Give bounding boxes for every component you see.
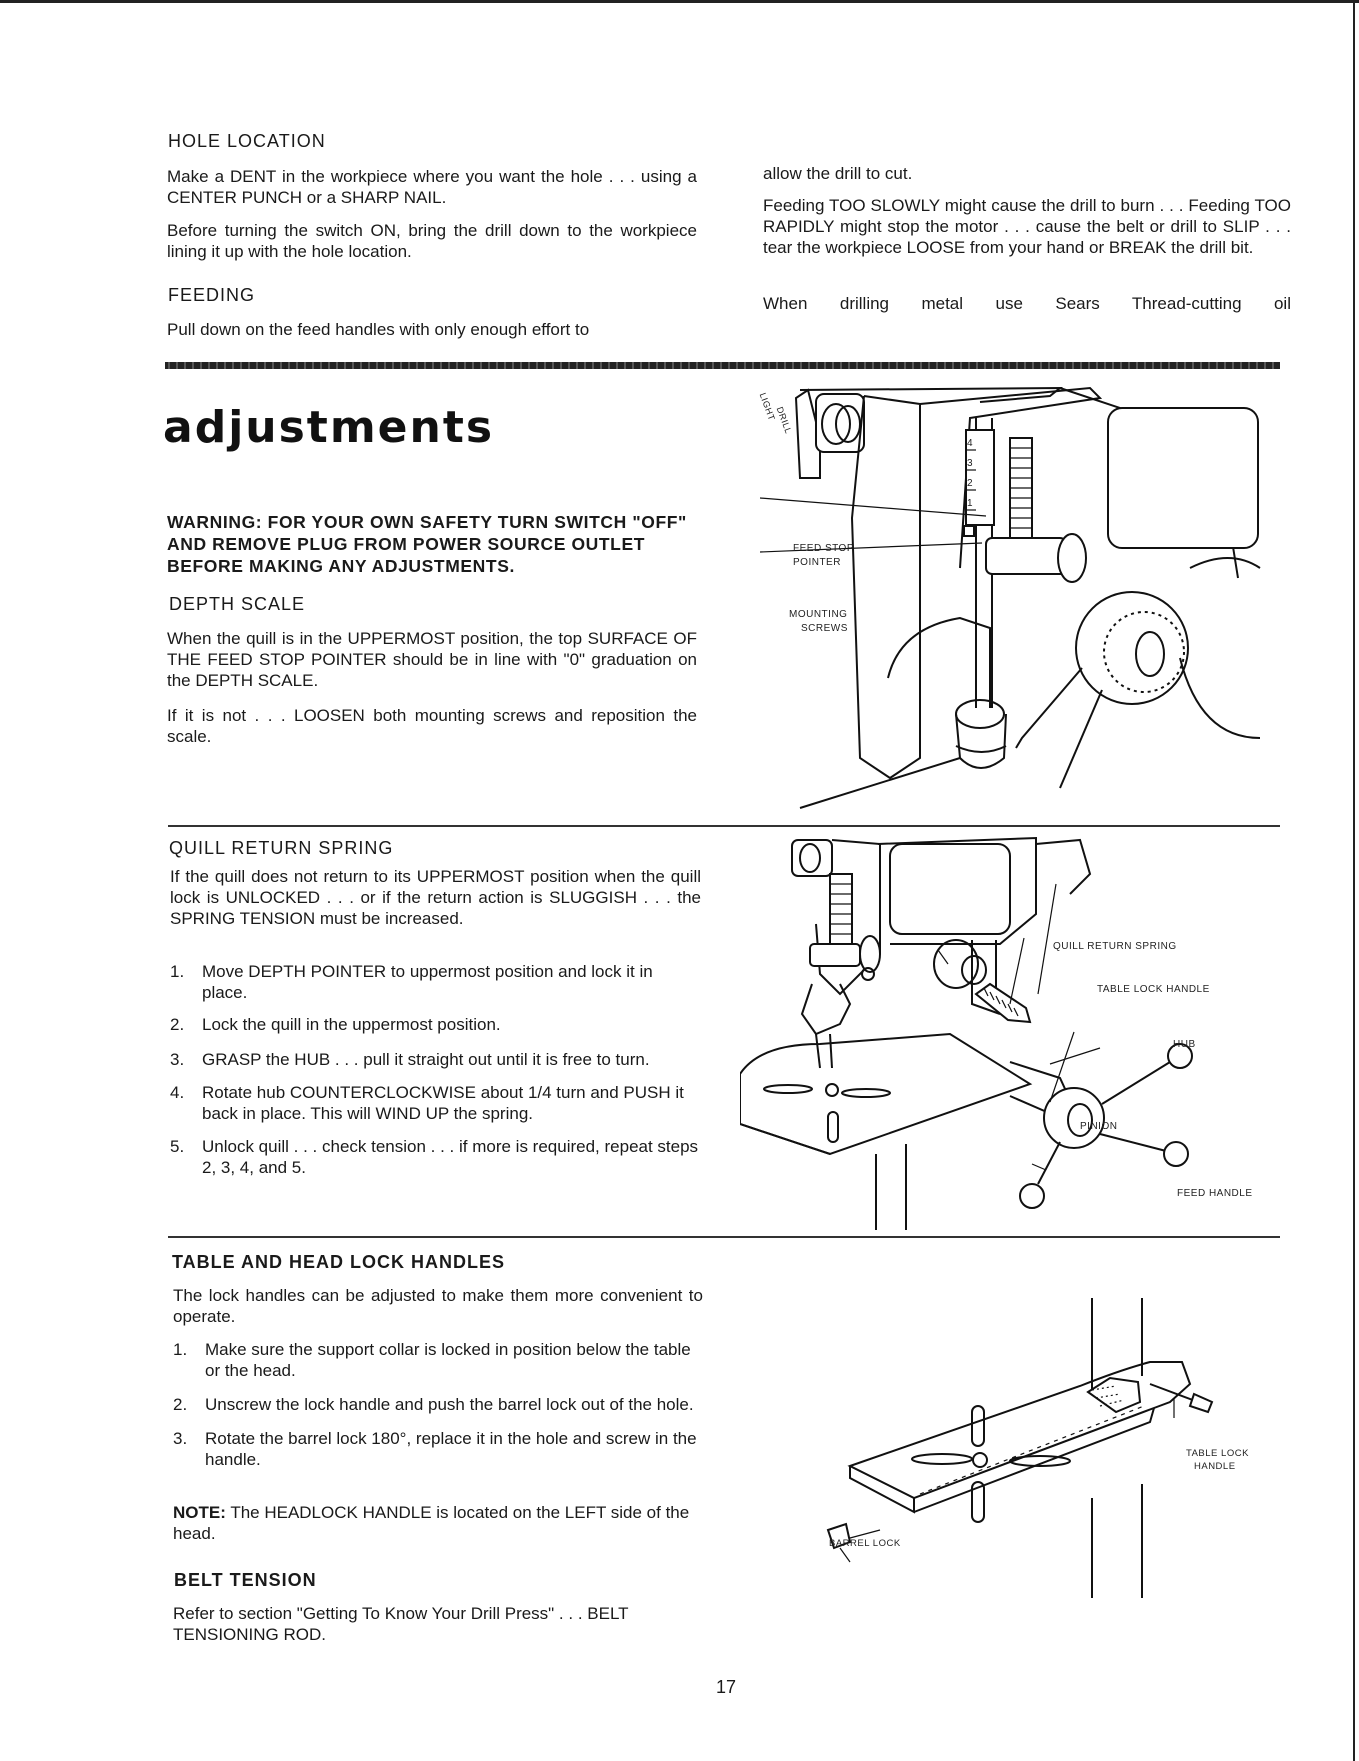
quill-return-figure: [740, 834, 1280, 1234]
feed-stop-label-line-2: POINTER: [793, 557, 841, 568]
quill-step-4: 4. Rotate hub COUNTERCLOCKWISE about 1/4 turn and PUSH it back in place. This will WIND UP the spring.: [170, 1083, 684, 1123]
light-label: LIGHT: [757, 391, 777, 423]
lock-step-2: 2. Unscrew the lock handle and push the barrel lock out of the hole.: [173, 1395, 694, 1414]
lock-handles-heading: TABLE AND HEAD LOCK HANDLES: [172, 1252, 505, 1272]
feed-handle-label: FEED HANDLE: [1177, 1188, 1253, 1199]
drill-label: DRILL: [774, 405, 794, 436]
quill-step-2: 2. Lock the quill in the uppermost position.: [170, 1015, 501, 1034]
note-text: The HEADLOCK HANDLE is located on the LEFT side of the head.: [173, 1503, 690, 1543]
depth-scale-figure: [757, 378, 1280, 818]
table-lock-handle-label: TABLE LOCK HANDLE: [1097, 984, 1210, 995]
belt-tension-text: Refer to section "Getting To Know Your Drill Press" . . . BELT TENSIONING ROD.: [173, 1604, 629, 1644]
feeding-paragraph-1-continued: allow the drill to cut.: [763, 164, 913, 183]
mounting-screws-label-line-2: SCREWS: [801, 623, 848, 634]
hub-label: HUB: [1173, 1039, 1196, 1050]
belt-tension-heading: BELT TENSION: [174, 1570, 317, 1590]
quill-step-3: 3. GRASP the HUB . . . pull it straight out until it is free to turn.: [170, 1050, 650, 1069]
lock-step-1: 1. Make sure the support collar is locked in position below the table or the head.: [173, 1340, 691, 1380]
table-lock-label-line-1: TABLE LOCK: [1186, 1448, 1249, 1459]
hole-location-paragraph-2: Before turning the switch ON, bring the drill down to the workpiece lining it up with the hole location.: [167, 221, 697, 261]
feeding-paragraph-3: When drilling metal use Sears Thread-cutting oil: [763, 294, 1291, 313]
quill-step-5: 5. Unlock quill . . . check tension . . . if more is required, repeat steps 2, 3, 4, and 5.: [170, 1137, 699, 1177]
depth-scale-mark-4: 4: [967, 438, 974, 449]
drill-press-table-illustration: [740, 834, 1280, 1234]
lock-handles-intro: The lock handles can be adjusted to make them more convenient to operate.: [173, 1286, 703, 1326]
quill-return-heading: QUILL RETURN SPRING: [169, 838, 394, 858]
feeding-paragraph-2: Feeding TOO SLOWLY might cause the drill to burn . . . Feeding TOO RAPIDLY might stop the motor . . . cause the belt or drill to SLIP . . . tear the workpiece LOOSE from your hand or BREAK the drill bit.: [763, 196, 1291, 257]
safety-warning: WARNING: FOR YOUR OWN SAFETY TURN SWITCH "OFF" AND REMOVE PLUG FROM POWER SOURCE OUTLET BEFORE MAKING ANY ADJUSTMENTS.: [167, 512, 687, 576]
note-label: NOTE:: [173, 1503, 226, 1522]
head-lock-note: [173, 1502, 703, 1544]
feeding-heading: FEEDING: [168, 285, 256, 305]
depth-scale-mark-3: 3: [967, 458, 974, 469]
section-divider-2: [168, 1236, 1280, 1238]
depth-scale-paragraph-1: When the quill is in the UPPERMOST position, the top SURFACE OF THE FEED STOP POINTER should be in line with "0" graduation on the DEPTH SCALE.: [167, 629, 697, 690]
lock-step-3: 3. Rotate the barrel lock 180°, replace it in the hole and screw in the handle.: [173, 1429, 697, 1469]
page-number: 17: [716, 1677, 737, 1697]
table-lock-label-line-2: HANDLE: [1194, 1461, 1236, 1472]
page-border-top: [0, 0, 1359, 3]
depth-scale-heading: DEPTH SCALE: [169, 594, 306, 614]
feeding-paragraph-1: Pull down on the feed handles with only enough effort to: [167, 320, 590, 339]
section-divider: [168, 825, 1280, 827]
quill-return-steps: [170, 961, 701, 1189]
section-divider-thick: [165, 362, 1280, 369]
depth-scale-paragraph-2: If it is not . . . LOOSEN both mounting screws and reposition the scale.: [167, 706, 697, 746]
feed-stop-label-line-1: FEED STOP: [793, 543, 854, 554]
drill-head-illustration: [760, 378, 1280, 818]
depth-scale-mark-1: 1: [967, 498, 974, 509]
hole-location-heading: HOLE LOCATION: [168, 131, 326, 151]
barrel-lock-label: BARREL LOCK: [829, 1538, 901, 1549]
adjustments-title: adjustments: [163, 402, 495, 453]
quill-step-1: 1. Move DEPTH POINTER to uppermost position and lock it in place.: [170, 962, 653, 1002]
pinion-label: PINION: [1080, 1121, 1118, 1132]
hole-location-paragraph-1: Make a DENT in the workpiece where you want the hole . . . using a CENTER PUNCH or a SHARP NAIL.: [167, 167, 697, 207]
depth-scale-mark-2: 2: [967, 478, 974, 489]
lock-handles-steps: [173, 1339, 703, 1481]
quill-return-intro: If the quill does not return to its UPPERMOST position when the quill lock is UNLOCKED . . . or if the return action is SLUGGISH . . . the SPRING TENSION must be increased.: [170, 867, 701, 928]
mounting-screws-label-line-1: MOUNTING: [789, 609, 848, 620]
quill-return-spring-label: QUILL RETURN SPRING: [1053, 941, 1177, 952]
page-border-right: [1353, 0, 1355, 1761]
